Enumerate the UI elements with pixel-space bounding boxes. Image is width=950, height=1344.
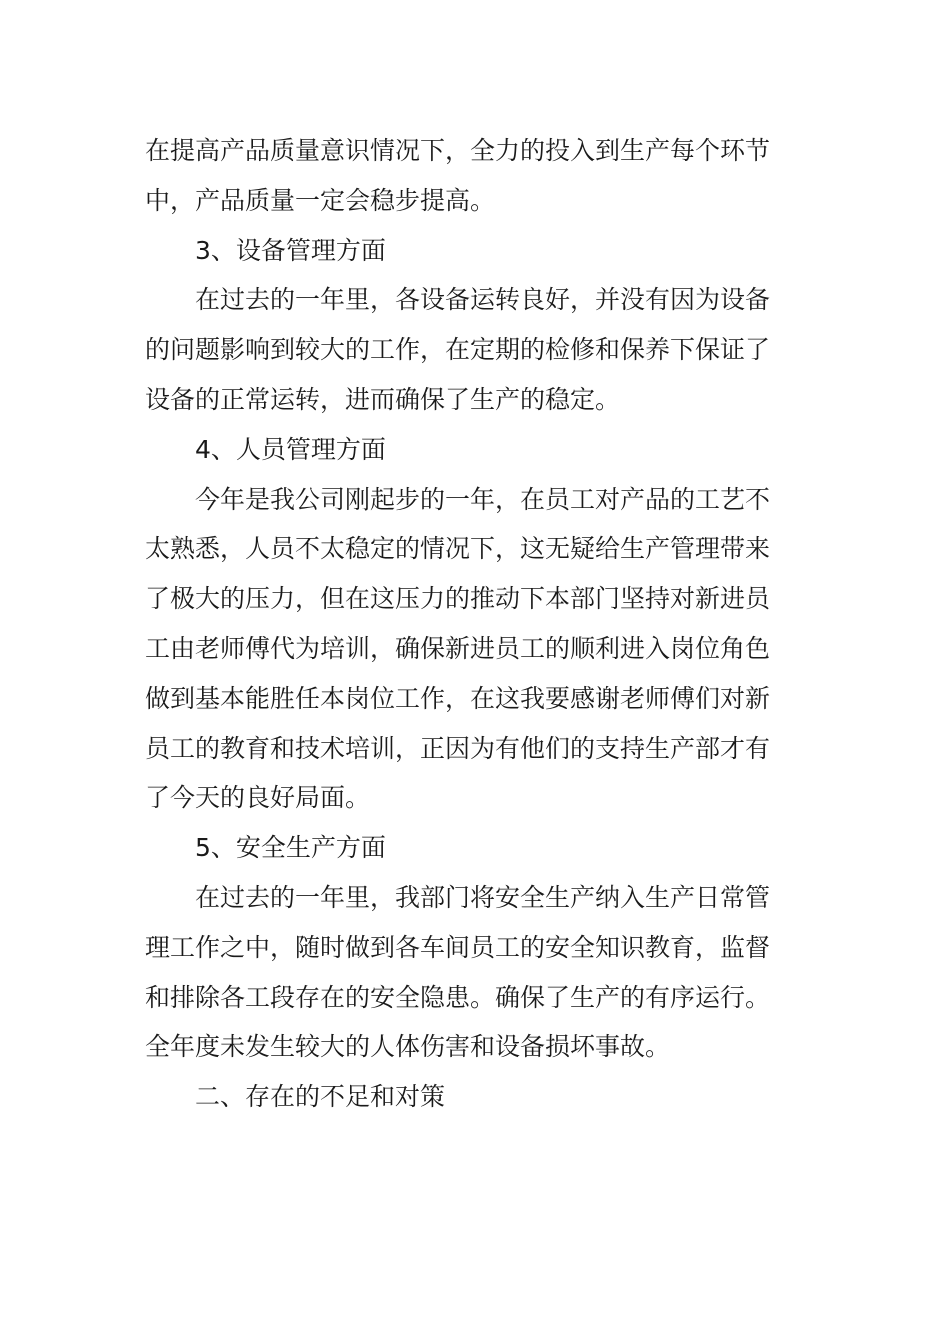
section-heading-safety: 5、安全生产方面 <box>195 833 386 863</box>
text-line: 和排除各工段存在的安全隐患。确保了生产的有序运行。 <box>145 982 771 1012</box>
text-line: 在过去的一年里，各设备运转良好，并没有因为设备 <box>195 285 771 315</box>
text-line: 了极大的压力，但在这压力的推动下本部门坚持对新进员 <box>145 584 771 614</box>
section-heading-personnel: 4、人员管理方面 <box>195 434 386 464</box>
text-line: 太熟悉，人员不太稳定的情况下，这无疑给生产管理带来 <box>145 534 771 564</box>
text-line: 在过去的一年里，我部门将安全生产纳入生产日常管 <box>195 882 771 912</box>
text-line: 工由老师傅代为培训，确保新进员工的顺利进入岗位角色 <box>145 633 771 663</box>
text-line: 了今天的良好局面。 <box>145 783 371 813</box>
text-line: 今年是我公司刚起步的一年，在员工对产品的工艺不 <box>195 484 771 514</box>
text-line: 做到基本能胜任本岗位工作，在这我要感谢老师傅们对新 <box>145 683 771 713</box>
section-heading-equipment: 3、设备管理方面 <box>195 235 386 265</box>
text-line: 的问题影响到较大的工作，在定期的检修和保养下保证了 <box>145 335 771 365</box>
text-line: 全年度未发生较大的人体伤害和设备损坏事故。 <box>145 1032 671 1062</box>
text-line: 在提高产品质量意识情况下，全力的投入到生产每个环节 <box>145 136 771 165</box>
text-line: 设备的正常运转，进而确保了生产的稳定。 <box>145 384 621 414</box>
text-line: 理工作之中，随时做到各车间员工的安全知识教育，监督 <box>145 932 771 962</box>
text-line: 中，产品质量一定会稳步提高。 <box>145 185 496 215</box>
section-heading-shortcomings: 二、存在的不足和对策 <box>195 1082 446 1112</box>
text-line: 员工的教育和技术培训，正因为有他们的支持生产部才有 <box>145 733 771 763</box>
body-text <box>145 126 785 1122</box>
